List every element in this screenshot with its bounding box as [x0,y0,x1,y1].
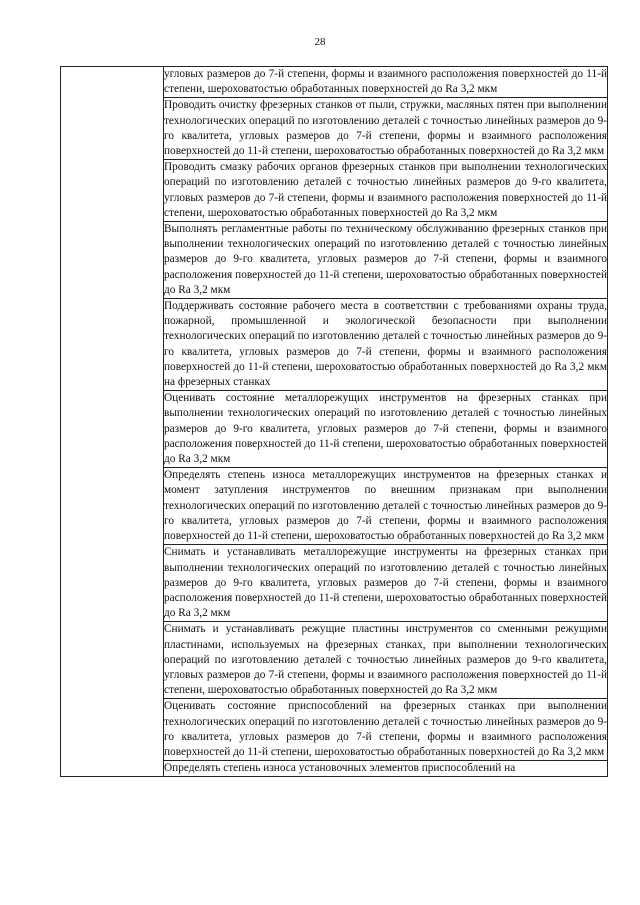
action-text: Снимать и устанавливать металлорежущие инструменты на фрезерных станках при выполнении технологических операций по изготовлению деталей с точностью линейных размеров до 9-го квалитета, угловых размеров до 7-й степени, формы и взаимного расположения поверхностей до 11-й степени, шероховатостью обработанных поверхностей до Ra 3,2 мкм [164,545,608,622]
action-text: Поддерживать состояние рабочего места в соответствии с требованиями охраны труда, пожарной, промышленной и экологической безопасности при выполнении технологических операций по изготовлению деталей с точностью линейных размеров до 9-го квалитета, угловых размеров до 7-й степени, формы и взаимного расположения поверхностей до 11-й степени, шероховатостью обработанных поверхностей до Ra 3,2 мкм на фрезерных станках [164,299,608,391]
action-text: Определять степень износа металлорежущих инструментов на фрезерных станках и момент затупления инструментов по внешним признакам при выполнении технологических операций по изготовлению деталей с точностью линейных размеров до 9-го квалитета, угловых размеров до 7-й степени, формы и взаимного расположения поверхностей до 11-й степени, шероховатостью обработанных поверхностей до Ra 3,2 мкм [164,468,608,545]
labor-actions-table [60,66,608,777]
page-number: 28 [314,36,326,48]
action-text: угловых размеров до 7-й степени, формы и взаимного расположения поверхностей до 11-й степени, шероховатостью обработанных поверхностей до Ra 3,2 мкм [164,67,608,98]
action-text: Проводить смазку рабочих органов фрезерных станков при выполнении технологических операций по изготовлению деталей с точностью линейных размеров до 9-го квалитета, угловых размеров до 7-й степени, формы и взаимного расположения поверхностей до 11-й степени, шероховатостью обработанных поверхностей до Ra 3,2 мкм [164,160,608,222]
action-text: Оценивать состояние металлорежущих инструментов на фрезерных станках при выполнении технологических операций по изготовлению деталей с точностью линейных размеров до 9-го квалитета, угловых размеров до 7-й степени, формы и взаимного расположения поверхностей до 11-й степени, шероховатостью обработанных поверхностей до Ra 3,2 мкм [164,391,608,468]
action-text: Проводить очистку фрезерных станков от пыли, стружки, масляных пятен при выполнении технологических операций по изготовлению деталей с точностью линейных размеров до 9-го квалитета, угловых размеров до 7-й степени, формы и взаимного расположения поверхностей до 11-й степени, шероховатостью обработанных поверхностей до Ra 3,2 мкм [164,98,608,160]
labor-function-cell [61,67,164,777]
action-text: Выполнять регламентные работы по техническому обслуживанию фрезерных станков при выполнении технологических операций по изготовлению деталей с точностью линейных размеров до 9-го квалитета, угловых размеров до 7-й степени, формы и взаимного расположения поверхностей до 11-й степени, шероховатостью обработанных поверхностей до Ra 3,2 мкм [164,222,608,299]
table-row [61,67,608,98]
action-text: Определять степень износа установочных элементов приспособлений на [164,761,608,777]
action-text: Оценивать состояние приспособлений на фрезерных станках при выполнении технологических операций по изготовлению деталей с точностью линейных размеров до 9-го квалитета, угловых размеров до 7-й степени, формы и взаимного расположения поверхностей до 11-й степени, шероховатостью обработанных поверхностей до Ra 3,2 мкм [164,699,608,761]
action-text: Снимать и устанавливать режущие пластины инструментов со сменными режущими пластинами, используемых на фрезерных станках, при выполнении технологических операций по изготовлению деталей с точностью линейных размеров до 9-го квалитета, угловых размеров до 7-й степени, формы и взаимного расположения поверхностей до 11-й степени, шероховатостью обработанных поверхностей до Ra 3,2 мкм [164,622,608,699]
